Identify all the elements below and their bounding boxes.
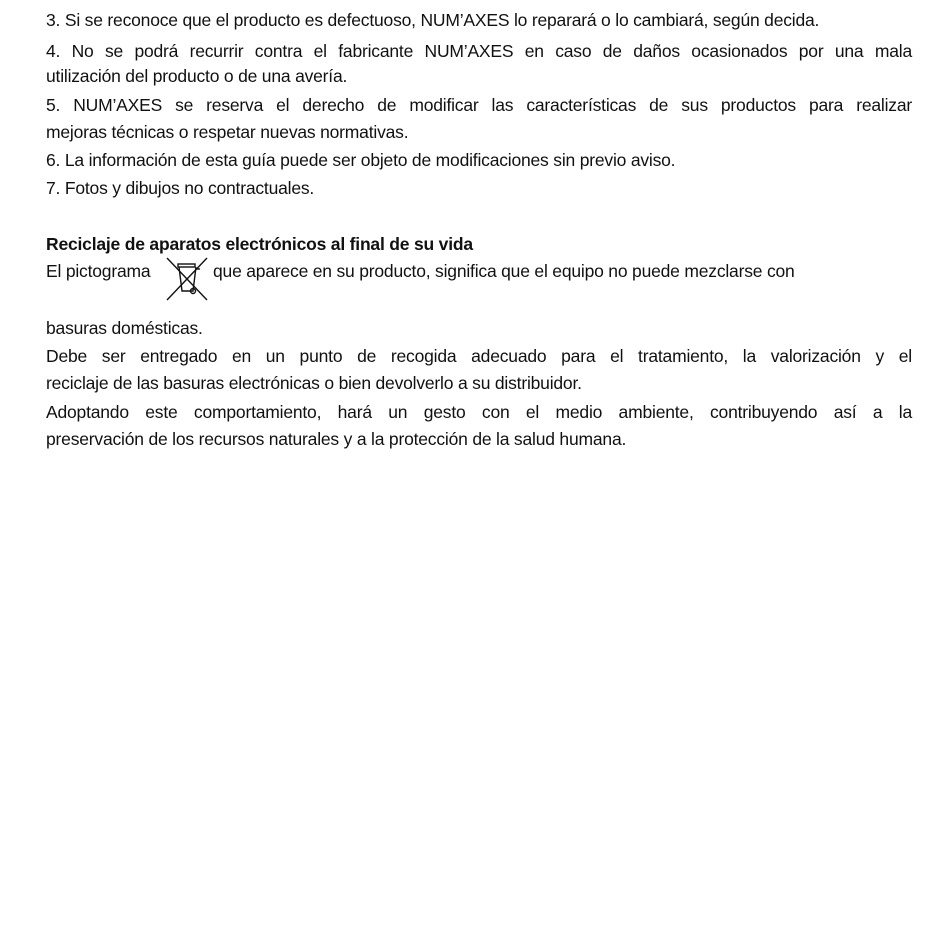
warranty-item-6: 6. La información de esta guía puede ser objeto de modificaciones sin previo aviso. [46,150,676,170]
pictogram-sentence [46,259,912,283]
warranty-item-4-line-1: 4. No se podrá recurrir contra el fabricante NUM’AXES en caso de daños ocasionados por una mala [46,41,912,61]
pictogram-text-after: que aparece en su producto, significa que el equipo no puede mezclarse con [213,261,795,281]
recycling-paragraph-2-line-1: Debe ser entregado en un punto de recogida adecuado para el tratamiento, la valorización y el [46,346,912,366]
warranty-item-5-line-1: 5. NUM’AXES se reserva el derecho de modificar las características de sus productos para realizar [46,95,912,115]
warranty-item-4-line-2: utilización del producto o de una avería. [46,66,348,86]
warranty-item-5-line-2: mejoras técnicas o respetar nuevas normativas. [46,122,409,142]
recycling-paragraph-3-line-2: preservación de los recursos naturales y a la protección de la salud humana. [46,429,627,449]
recycling-paragraph-3-line-1: Adoptando este comportamiento, hará un gesto con el medio ambiente, contribuyendo así a la [46,402,912,422]
recycling-paragraph-2-line-2: reciclaje de las basuras electrónicas o bien devolverlo a su distribuidor. [46,373,582,393]
pictogram-text-before: El pictograma [46,261,151,281]
recycling-heading: Reciclaje de aparatos electrónicos al final de su vida [46,234,473,254]
warranty-item-7: 7. Fotos y dibujos no contractuales. [46,178,315,198]
warranty-item-3: 3. Si se reconoce que el producto es defectuoso, NUM’AXES lo reparará o lo cambiará, según decida. [46,10,820,30]
crossed-out-wheelie-bin-icon [163,256,211,302]
pictogram-text-continued: basuras domésticas. [46,318,203,338]
